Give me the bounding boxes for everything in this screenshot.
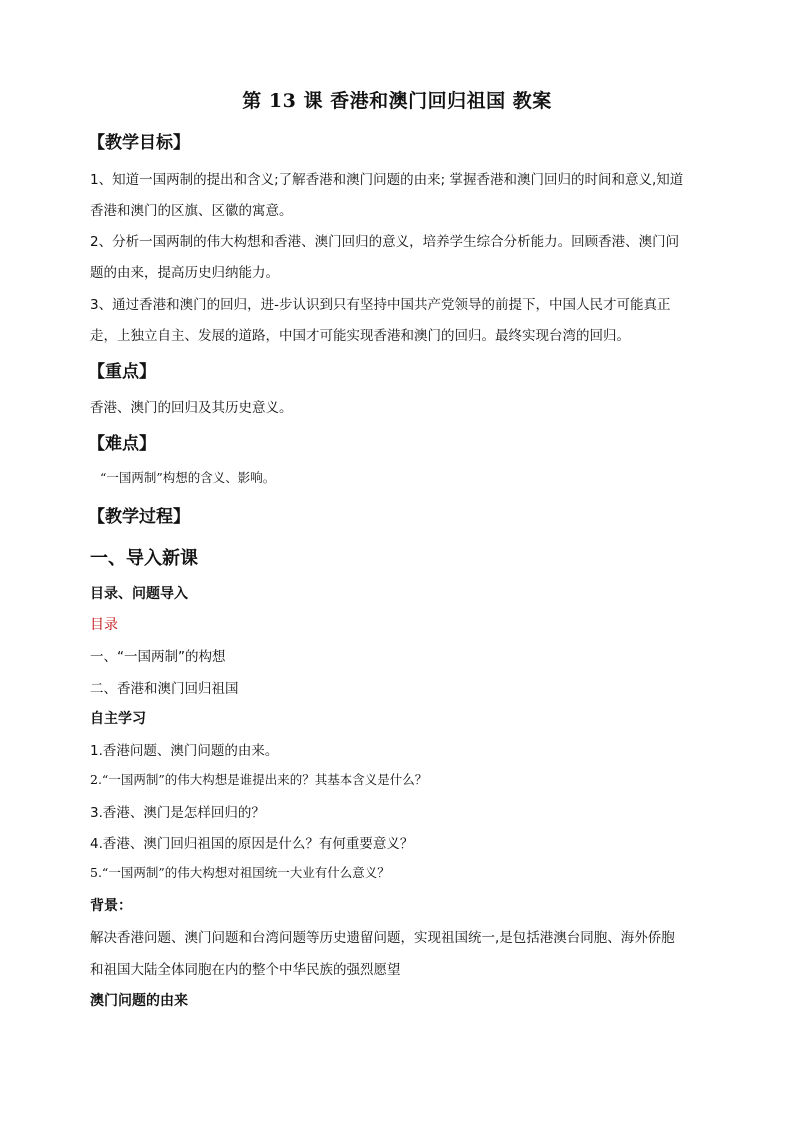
background-line-2: 和祖国大陆全体同胞在内的整个中华民族的强烈愿望 [90,962,401,978]
goal-3-line-2: 走，上独立自主、发展的道路，中国才可能实现香港和澳门的回归。最终实现台湾的回归。 [90,328,630,344]
difficult-text: “一国两制”构想的含义、影响。 [100,470,276,485]
self-study-heading: 自主学习 [90,711,146,727]
key-heading: 【重点】 [88,362,156,382]
question-3: 3.香港、澳门是怎样回归的？ [90,805,265,821]
question-5: 5.“一国两制”的伟大构想对祖国统一大业有什么意义？ [90,865,390,880]
goal-2-line-2: 题的由来，提高历史归纳能力。 [90,265,279,281]
page-title: 第 13 课 香港和澳门回归祖国 教案 [242,90,552,112]
process-heading: 【教学过程】 [88,507,190,527]
part-1-heading: 一、导入新课 [90,548,198,569]
difficult-heading: 【难点】 [88,434,156,454]
background-line-1: 解决香港问题、澳门问题和台湾问题等历史遗留问题，实现祖国统一,是包括港澳台同胞、海外侨胞 [90,930,675,946]
toc-item-1: 一、“一国两制”的构想 [90,649,226,665]
goals-heading: 【教学目标】 [88,133,190,153]
goal-2-line-1: 2、分析一国两制的伟大构想和香港、澳门回归的意义，培养学生综合分析能力。回顾香港、澳门问 [90,234,680,250]
intro-heading: 目录、问题导入 [90,586,188,602]
goal-1-line-1: 1、知道一国两制的提出和含义;了解香港和澳门问题的由来; 掌握香港和澳门回归的时间和意义,知道 [90,172,684,188]
background-heading: 背景： [90,898,132,914]
key-text: 香港、澳门的回归及其历史意义。 [90,400,293,416]
toc-item-2: 二、香港和澳门回归祖国 [90,681,239,697]
macau-origin-heading: 澳门问题的由来 [90,993,188,1009]
goal-3-line-1: 3、通过香港和澳门的回归，进-步认识到只有坚持中国共产党领导的前提下，中国人民才可能真正 [90,297,671,313]
question-4: 4.香港、澳门回归祖国的原因是什么？有何重要意义？ [90,836,414,852]
question-1: 1.香港问题、澳门问题的由来。 [90,743,279,759]
question-2: 2.“一国两制”的伟大构想是谁提出来的？其基本含义是什么？ [90,772,428,787]
goal-1-line-2: 香港和澳门的区旗、区徽的寓意。 [90,203,293,219]
toc-label: 目录 [90,617,118,633]
